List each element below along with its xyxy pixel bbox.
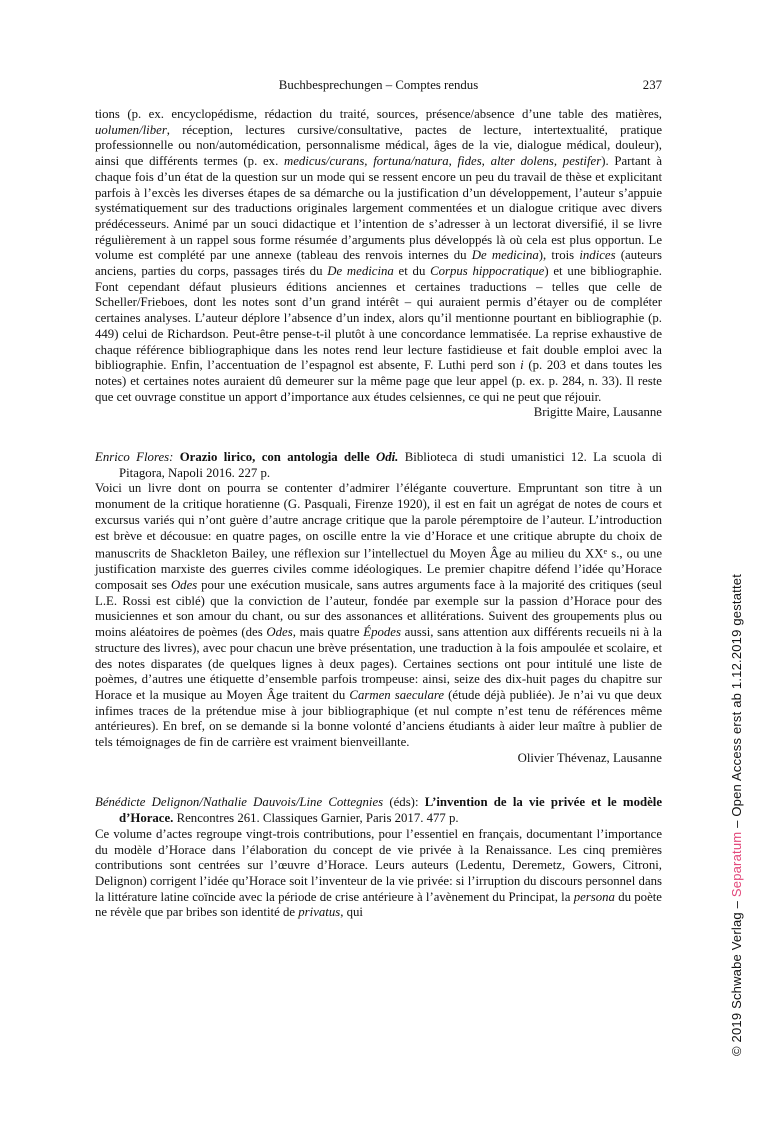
- running-header: [95, 78, 662, 93]
- review-heading: Bénédicte Delignon/Nathalie Dauvois/Line Cottegnies (éds): L’invention de la vie privée et le modèle d’Horace. Rencontres 261. Classiques Garnier, Paris 2017. 477 p.: [95, 795, 663, 826]
- review-heading: Enrico Flores: Orazio lirico, con antologia delle Odi. Biblioteca di studi umanistici 12. La scuola di Pitagora, Napoli 2016. 227 p.: [95, 450, 662, 480]
- page-number: 237: [642, 78, 662, 92]
- page-content: [95, 78, 662, 921]
- reviewer-signature: Brigitte Maire, Lausanne: [533, 405, 662, 420]
- review-body: Ce volume d’actes regroupe vingt-trois contributions, pour l’essentiel en français, documentant l’importance du modèle d’Horace dans l’élaboration du concept de vie privée à la Renaissance. Les cinq premières contributions sont centrées sur l’œuvre d’Horace. Leurs auteurs (Ledentu, Deremetz, Gowers, Citroni, Delignon) corrigent l’idée qu’Horace soit l’inventeur de la vie privée: si l’irruption du discours personnel dans la littérature latine coïncide avec la période de crise antérieure à l’avènement du Principat, la persona du poète ne révèle que par bribes son identité de privatus, qui: [95, 826, 662, 920]
- review-body: Voici un livre dont on pourra se contenter d’admirer l’élégante couverture. Empruntant son titre à un monument de la critique horatienne (G. Pasquali, Firenze 1920), il est en fait un agrégat de notes de cours et excursus variés qui n’ont guère d’autre ancrage critique que la parole péremptoire de l’auteur. L’introduction est brève et décousue: en quatre pages, on oscille entre la vie d’Horace et une critique abrupte du choix de manuscrits de Shackleton Bailey, une réflexion sur l’intellectuel du Moyen Âge au milieu du XXe s., ou une justification marxiste des guerres civiles comme idéologiques. Le premier chapitre défend l’idée qu’Horace composait ses Odes pour une exécution musicale, sans autres arguments face à la majorité des critiques (seul L.E. Rossi est ciblé) que la conviction de l’auteur, fondée par exemple sur la passion d’Horace pour des musiciennes et son amour du chant, ou sur des assonances et allitérations. Suivent des groupements plus ou moins aléatoires de poèmes (des Odes, mais quatre Épodes aussi, sans attention aux différents recueils ni à la structure des livres), avec pour chacun une brève présentation, une traduction à la fois ampoulée et scolaire, et des notes disparates (de quelques lignes à deux pages). Certaines sections ont pour intitulé une liste de poèmes, d’autres une étiquette d’ensemble parfois trompeuse: ainsi, seize des dix-huit pages du chapitre sur Horace et la musique au Moyen Âge traitent du Carmen saeculare (étude déjà publiée). Je n’ai vu que deux infimes traces de la prétendue mise à jour bibliographique (et nul compte n’est tenu de références même antérieures). En bref, on se demande si la bonne volonté d’anciens étudiants à aider leur maître à publier de tels témoignages de fin de carrière est vraiment bienveillante.: [95, 481, 663, 750]
- reviewer-signature: Olivier Thévenaz, Lausanne: [517, 750, 662, 765]
- copyright-strip: © 2019 Schwabe Verlag – Separatum – Open Access erst ab 1.12.2019 gestattet: [729, 573, 744, 1057]
- review-section-continuation: [95, 107, 662, 421]
- review-section-flores: [95, 450, 662, 766]
- header-title: Buchbesprechungen – Comptes rendus: [278, 78, 479, 92]
- review-section-delignon: [95, 795, 662, 921]
- review-body: tions (p. ex. encyclopédisme, rédaction du traité, sources, présence/absence d’une table des matières, uolumen/liber, réception, lectures cursive/consultative, pactes de lecture, intertextualité, pratique professionnelle ou non/automédication, personnalisme médical, âges de la vie, dialogue médical, douleur), ainsi que différents termes (p. ex. medicus/curans, fortuna/natura, fides, alter dolens, pestifer). Partant à chaque fois d’un état de la question sur un mode qui se ressent encore un peu du travail de thèse et explicitant parfois à l’excès les diverses étapes de sa démarche ou la justification d’un développement, l’auteur s’appuie systématiquement sur des traductions originales largement commentées et un dialogue critique avec divers prédécesseurs. Animé par un souci didactique et l’intention de s’adresser à un lectorat diversifié, il se livre régulièrement à un rappel sous forme résumée d’arguments plus développés là où cela est plus opportun. Le volume est complété par une annexe (tableau des renvois internes du De medicina), trois indices (auteurs anciens, parties du corps, passages tirés du De medicina et du Corpus hippocratique) et une bibliographie. Font cependant défaut plusieurs éditions anciennes et certaines traductions – telles que celle de Scheller/Frieboes, dont les notes sont d’un grand intérêt – qui auraient permis d’étayer ou de compléter certaines analyses. L’auteur déplore l’absence d’un index, alors qu’il mentionne pourtant en bibliographie (p. 449) celui de Richardson. Peut-être pense-t-il plutôt à une concordance lemmatisée. La reprise exhaustive de chaque référence bibliographique dans les notes rend leur lecture fastidieuse et fait double emploi avec la bibliographie. Enfin, l’accentuation de l’espagnol est absente, F. Luthi perd son i (p. 203 et dans toutes les notes) et certaines notes auraient dû demeurer sur la même page que leur appel (p. ex. p. 284, n. 33). Il reste que cet ouvrage constitue un apport d’importance aux études celsiennes, ce qui ne peut que réjouir.: [95, 107, 663, 404]
